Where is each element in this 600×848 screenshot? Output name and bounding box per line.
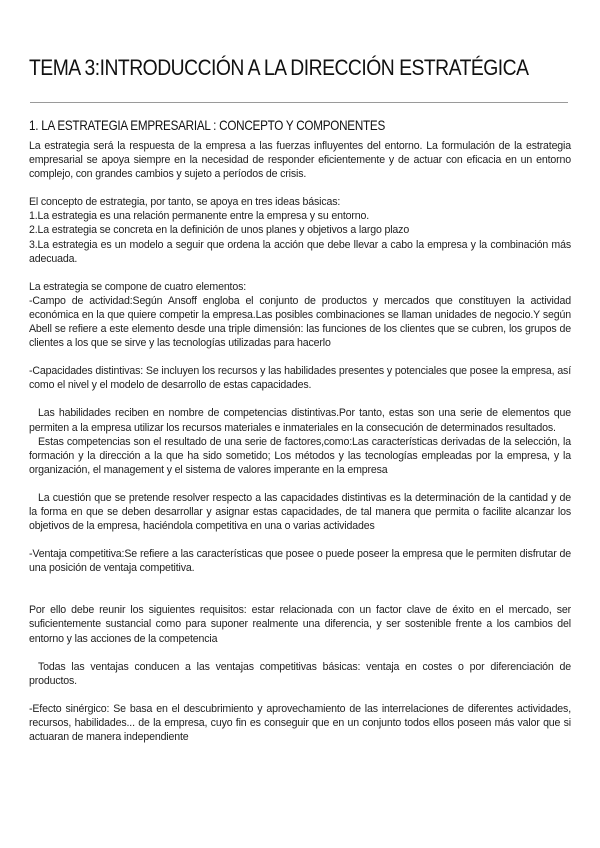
section-heading: 1. LA ESTRATEGIA EMPRESARIAL : CONCEPTO Y COMPONENTES bbox=[29, 118, 385, 133]
title-divider bbox=[30, 102, 568, 103]
paragraph-elements-intro: La estrategia se compone de cuatro elementos: bbox=[29, 280, 247, 293]
list-item-1: 1.La estrategia es una relación permanente entre la empresa y su entorno. bbox=[29, 210, 370, 223]
paragraph-concept-intro: El concepto de estrategia, por tanto, se apoya en tres ideas básicas: bbox=[29, 196, 341, 209]
paragraph-competencias: Estas competencias son el resultado de una serie de factores,como:Las características derivadas de la selección, la formación y la dirección a la que ha sido sometido; Los métodos y las tecnologías empleadas por la empresa, y la organización, el management y el sistema de valores imperante en la empresa bbox=[29, 435, 571, 476]
paragraph-campo-actividad: -Campo de actividad:Según Ansoff engloba el conjunto de productos y mercados que constituyen la actividad económica en la que quiere competir la empresa.Las posibles combinaciones se llaman unidades de negocio.Y según Abell se refiere a este elemento desde una triple dimensión: las funciones de los clientes que se cubren, los grupos de clientes a los que se sirve y las tecnologías utilizadas para hacerlo bbox=[29, 294, 571, 350]
page-title: TEMA 3:INTRODUCCIÓN A LA DIRECCIÓN ESTRATÉGICA bbox=[29, 55, 529, 80]
list-item-3: 3.La estrategia es un modelo a seguir que ordena la acción que debe llevar a cabo la empresa y la combinación más adecuada. bbox=[29, 238, 571, 265]
list-item-2: 2.La estrategia se concreta en la definición de unos planes y objetivos a largo plazo bbox=[29, 224, 410, 237]
paragraph-requisitos: Por ello debe reunir los siguientes requisitos: estar relacionada con un factor clave de éxito en el mercado, ser suficientemente sustancial como para suponer realmente una diferencia, y ser sostenible frente a los cambios del entorno y las acciones de la competencia bbox=[29, 604, 571, 645]
paragraph-cuestion: La cuestión que se pretende resolver respecto a las capacidades distintivas es la determinación de la cantidad y de la forma en que se deben desarrollar y asignar estas capacidades, de tal manera que permita o facilite alcanzar los objetivos de la empresa, haciéndola competitiva en una o varias actividades bbox=[29, 491, 571, 533]
paragraph-strategy-definition: La estrategia será la respuesta de la empresa a las fuerzas influyentes del entorno. La formulación de la estrategia empresarial se apoya siempre en la necesidad de responder eficientemente y de actuar con eficacia en un entorno complejo, con grandes cambios y sujeto a períodos de crisis. bbox=[29, 140, 571, 181]
paragraph-capacidades-distintivas: -Capacidades distintivas: Se incluyen los recursos y las habilidades presentes y potenciales que posee la empresa, así como el nivel y el modelo de desarrollo de estas capacidades. bbox=[29, 365, 571, 392]
paragraph-efecto-sinergico: -Efecto sinérgico: Se basa en el descubrimiento y aprovechamiento de las interrelaciones de diferentes actividades, recursos, habilidades... de la empresa, cuyo fin es conseguir que en un conjunto todos ellos poseen más valor que si actuaran de manera independiente bbox=[29, 702, 571, 743]
paragraph-ventaja-competitiva: -Ventaja competitiva:Se refiere a las características que posee o puede poseer la empresa que le permiten disfrutar de una posición de ventaja competitiva. bbox=[29, 548, 571, 575]
paragraph-habilidades: Las habilidades reciben en nombre de competencias distintivas.Por tanto, estas son una serie de elementos que permiten a la empresa utilizar los recursos materiales e inmateriales en la consecución de determinados resultados. bbox=[29, 407, 571, 434]
document-body bbox=[29, 139, 571, 744]
paragraph-ventajas-basicas: Todas las ventajas conducen a las ventajas competitivas básicas: ventaja en costes o por diferenciación de productos. bbox=[29, 660, 571, 687]
